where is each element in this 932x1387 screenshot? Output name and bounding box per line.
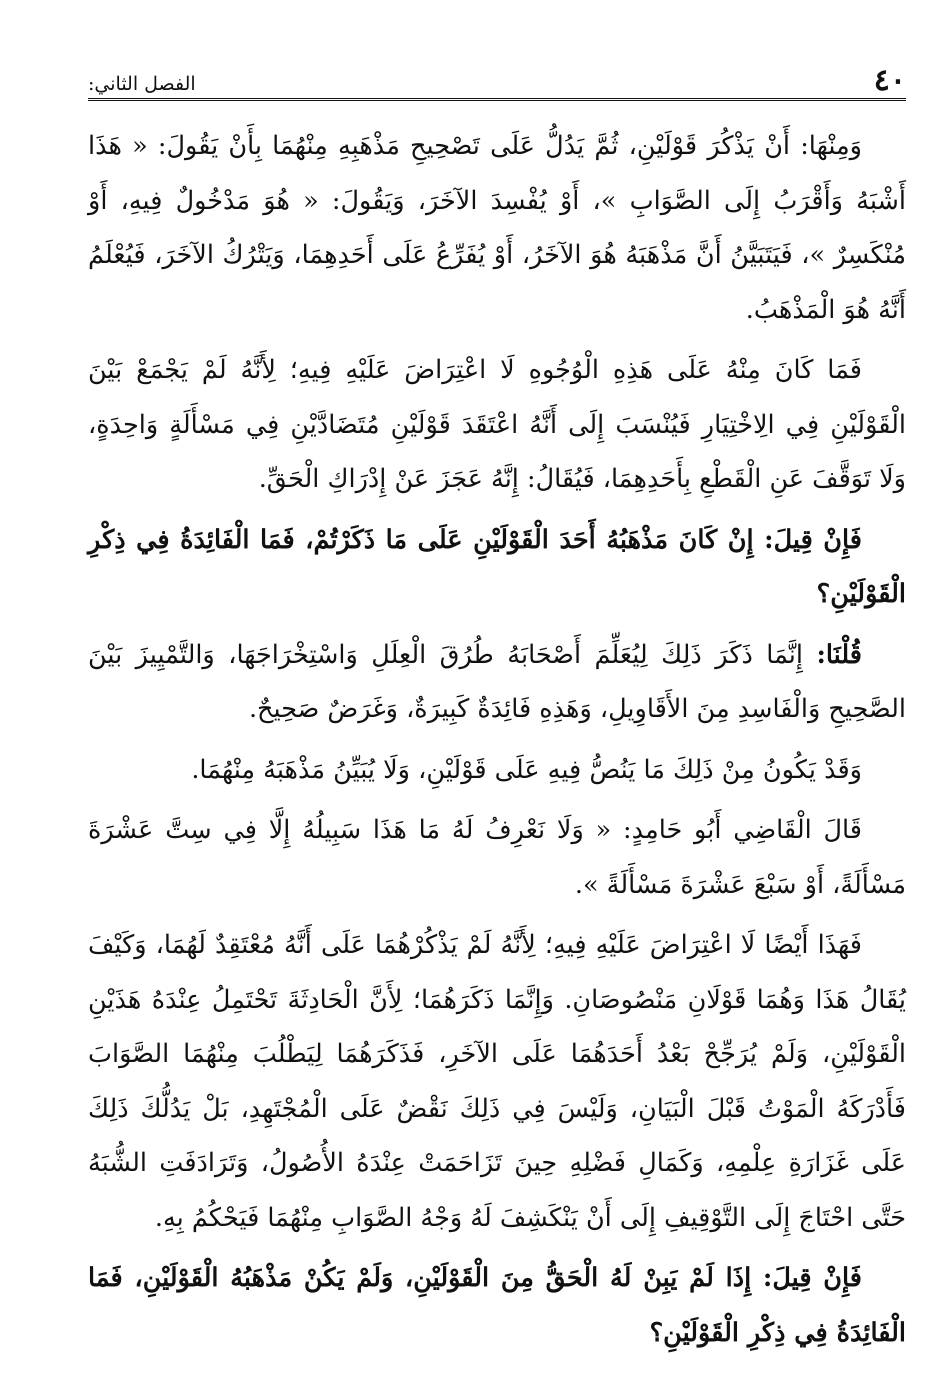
answer-text: إِنَّمَا ذَكَرَ ذَلِكَ لِيُعَلِّمَ أَصْحَابَهُ طُرُقَ الْعِلَلِ وَاسْتِخْرَاجَهَا، وَالتَّمْيِيزَ بَيْنَ الصَّحِيحِ وَالْفَاسِدِ مِنَ الأَقَاوِيلِ، وَهَذِهِ فَائِدَةٌ كَبِيرَةٌ، وَغَرَضٌ صَحِيحٌ. [88, 639, 906, 724]
question-paragraph-2: فَإِنْ قِيلَ: إِذَا لَمْ يَبِنْ لَهُ الْحَقُّ مِنَ الْقَوْلَيْنِ، وَلَمْ يَكُنْ مَذْهَبُهُ الْقَوْلَيْنِ، فَمَا الْفَائِدَةُ فِي ذِكْرِ الْقَوْلَيْنِ؟ [88, 1263, 906, 1348]
paragraph-5: وَقَدْ يَكُونُ مِنْ ذَلِكَ مَا يَنُصُّ فِيهِ عَلَى قَوْلَيْنِ، وَلَا يُبَيِّنُ مَذْهَبَهُ مِنْهُمَا. [191, 754, 862, 785]
answer-paragraph [88, 628, 906, 737]
question-paragraph-1: فَإِنْ قِيلَ: إِنْ كَانَ مَذْهَبُهُ أَحَدَ الْقَوْلَيْنِ عَلَى مَا ذَكَرْتُمْ، فَمَا الْفَائِدَةُ فِي ذِكْرِ الْقَوْلَيْنِ؟ [88, 524, 906, 609]
paragraph-7: فَهَذَا أَيْضًا لَا اعْتِرَاضَ عَلَيْهِ فِيهِ؛ لِأَنَّهُ لَمْ يَذْكُرْهُمَا عَلَى أَنَّهُ مُعْتَقِدٌ لَهُمَا، وَكَيْفَ يُقَالُ هَذَا وَهُمَا قَوْلَانِ مَنْصُوصَانِ. وَإِنَّمَا ذَكَرَهُمَا؛ لِأَنَّ الْحَادِثَةَ تَحْتَمِلُ عِنْدَهُ هَذَيْنِ الْقَوْلَيْنِ، وَلَمْ يُرَجِّحْ بَعْدُ أَحَدَهُمَا عَلَى الآخَرِ، فَذَكَرَهُمَا لِيَطْلُبَ مِنْهُمَا الصَّوَابَ فَأَدْرَكَهُ الْمَوْتُ قَبْلَ الْبَيَانِ، وَلَيْسَ فِي ذَلِكَ نَقْضٌ عَلَى الْمُجْتَهِدِ، بَلْ يَدُلُّكَ ذَلِكَ عَلَى غَزَارَةِ عِلْمِهِ، وَكَمَالِ فَضْلِهِ حِينَ تَزَاحَمَتْ عِنْدَهُ الأُصُولُ، وَتَرَادَفَتِ الشُّبَهُ حَتَّى احْتَاجَ إِلَى التَّوْقِيفِ إِلَى أَنْ يَنْكَشِفَ لَهُ وَجْهُ الصَّوَابِ مِنْهُمَا فَيَحْكُمُ بِهِ. [88, 930, 906, 1233]
answer-lead: قُلْنَا: [816, 639, 862, 670]
page-header [88, 62, 906, 101]
quote-paragraph: قَالَ الْقَاضِي أَبُو حَامِدٍ: « وَلَا نَعْرِفُ لَهُ مَا هَذَا سَبِيلُهُ إِلَّا فِي سِتَّ عَشْرَةَ مَسْأَلَةً، أَوْ سَبْعَ عَشْرَةَ مَسْأَلَةً ». [88, 815, 906, 900]
book-page [88, 62, 906, 1362]
page-body [88, 119, 906, 1360]
chapter-title: الفصل الثاني: [88, 73, 196, 95]
paragraph-1: وَمِنْهَا: أَنْ يَذْكُرَ قَوْلَيْنِ، ثُمَّ يَدُلُّ عَلَى تَصْحِيحِ مَذْهَبِهِ مِنْهُمَا بِأَنْ يَقُولَ: « هَذَا أَشْبَهُ وَأَقْرَبُ إِلَى الصَّوَابِ »، أَوْ يُفْسِدَ الآخَرَ، وَيَقُولَ: « هُوَ مَدْخُولٌ فِيهِ، أَوْ مُنْكَسِرٌ »، فَيَتَبَيَّنُ أَنَّ مَذْهَبَهُ هُوَ الآخَرُ، أَوْ يُفَرِّعُ عَلَى أَحَدِهِمَا، وَيَتْرُكُ الآخَرَ، فَيُعْلَمُ أَنَّهُ هُوَ الْمَذْهَبُ. [88, 131, 906, 325]
page-number: ٤٠ [873, 63, 906, 98]
paragraph-2: فَمَا كَانَ مِنْهُ عَلَى هَذِهِ الْوُجُوهِ لَا اعْتِرَاضَ عَلَيْهِ فِيهِ؛ لِأَنَّهُ لَمْ يَجْمَعْ بَيْنَ الْقَوْلَيْنِ فِي الِاخْتِيَارِ فَيُنْسَبَ إِلَى أَنَّهُ اعْتَقَدَ قَوْلَيْنِ مُتَضَادَّيْنِ فِي مَسْأَلَةٍ وَاحِدَةٍ، وَلَا تَوَقَّفَ عَنِ الْقَطْعِ بِأَحَدِهِمَا، فَيُقَالُ: إِنَّهُ عَجَزَ عَنْ إِدْرَاكِ الْحَقِّ. [88, 355, 906, 494]
